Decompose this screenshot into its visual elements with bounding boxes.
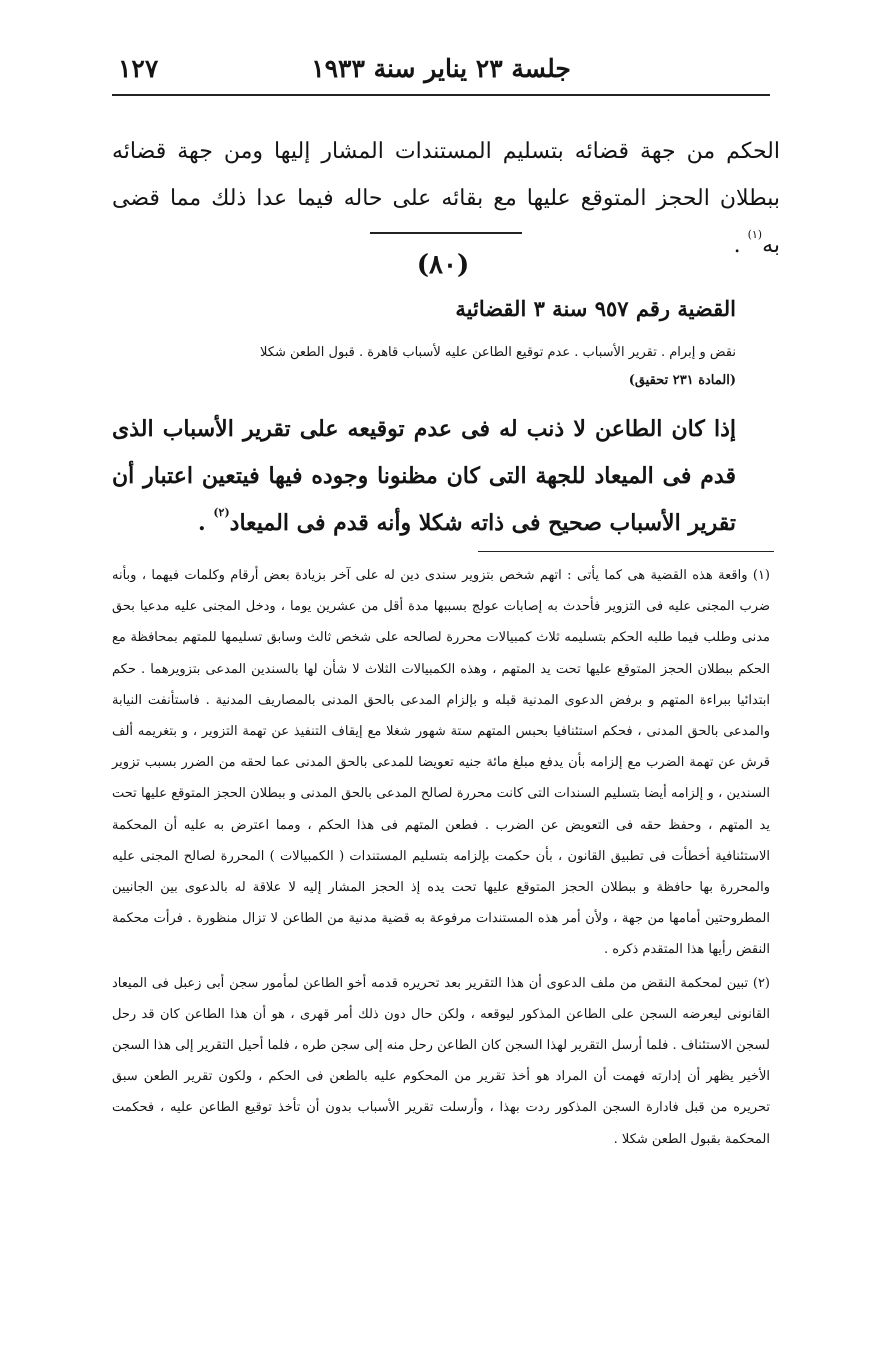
section-divider — [370, 232, 522, 234]
verdict-text: إذا كان الطاعن لا ذنب له فى عدم توقيعه على تقرير الأسباب الذى قدم فى الميعاد للجهة التى كان مظنونا وجوده فيها فيتعين اعتبار أن تقرير الأسباب صحيح فى ذاته شكلا وأنه قدم فى الميعاد — [112, 416, 736, 536]
page-header — [112, 50, 770, 96]
running-header-title: جلسة ٢٣ يناير سنة ١٩٣٣ — [311, 54, 571, 83]
case-keywords: نقض و إبرام . تقرير الأسباب . عدم توقيع الطاعن عليه لأسباب قاهرة . قبول الطعن شكلا — [260, 345, 736, 360]
intro-end: . — [733, 233, 748, 258]
verdict-end: . — [197, 510, 214, 536]
footnotes — [112, 560, 770, 1155]
intro-paragraph — [112, 128, 780, 269]
footnote-divider — [478, 551, 774, 552]
verdict-paragraph — [112, 406, 736, 547]
footnote-1: (١) واقعة هذه القضية هى كما يأتى : اتهم شخص بتزوير سندى دين له على آخر بزيادة بعض أرقام وكلمات فيهما ، وبأنه ضرب المجنى عليه فى التزوير فأحدث به إصابات عولج بسببها مدة أقل من عشرين يوما ، ودخل المجنى عليه مدعيا بحق مدنى وطلب فيما طلبه الحكم بتسليمه ثلاث كمبيالات محررة لصالحه على شخص ثالث وسابق تسليمها للمتهم بمحافظة مع الحكم ببطلان الحجز المتوقع عليها تحت يد المتهم ، وهذه الكمبيالات الثلاث لا شأن لها بالسندين المدعى بتزويرهما . حكم ابتدائيا ببراءة المتهم و برفض الدعوى المدنية قبله و بإلزام المدعى بالحق المدنى بالمصاريف المدنية . فاستأنفت النيابة والمدعى بالحق المدنى ، فحكم استئنافيا بحبس المتهم ستة شهور شغلا مع إيقاف التنفيذ عن تهمة التزوير ، و بتغريمه ألف قرش عن تهمة الضرب مع إلزامه بأن يدفع مبلغ مائة جنيه تعويضا للمدعى بالحق المدنى عما لحقه من الضرر بسبب تزوير السندين ، و إلزامه أيضا بتسليم السندات التى كانت محررة لصالح المدعى بالحق المدنى و ببطلان الحجز المتوقع عليها تحت يد المتهم ، وحفظ حقه فى التعويض عن الضرب . فطعن المتهم فى هذا الحكم ، ومما اعترض به عليه أن المحكمة الاستئنافية أخطأت فى تطبيق القانون ، بأن حكمت بإلزامه بتسليم المستندات ( الكمبيالات ) المحررة لصالح المجنى عليه والمحررة بها حافظة و ببطلان الحجز المتوقع عليها تحت يده إذ الحجز المشار إليه لا علاقة له بالدعوى بين الجانيين المطروحتين أمامها من جهة ، ولأن أمر هذه المستندات مرفوعة به قضية مدنية من الطاعن لا تزال منظورة . فرأت محكمة النقض رأيها هذا المتقدم ذكره . — [112, 568, 770, 958]
footnote-2: (٢) تبين لمحكمة النقض من ملف الدعوى أن هذا التقرير بعد تحريره قدمه أخو الطاعن لمأمور سجن أبى زعبل فى الميعاد القانونى ليعرضه السجن على الطاعن المذكور ليوقعه ، ولكن حال دون ذلك أمر قهرى ، هو أن هذا الطاعن كان قد رحل لسجن الاستئناف . فلما أرسل التقرير لهذا السجن كان الطاعن رحل منه إلى سجن طره ، فلما أحيل التقرير إلى هذا السجن الأخير يظهر أن إدارته فهمت أن المراد هو أخذ تقرير من المحكوم عليه بالطعن فى الحكم ، ولكون تقرير الطعن سبق تحريره من قبل فادارة السجن المذكور ردت بهذا ، وأرسلت تقرير الأسباب بدون أن تأخذ توقيع الطاعن عليه ، فحكمت المحكمة بقبول الطعن شكلا . — [112, 975, 770, 1147]
case-number: (٨٠) — [416, 250, 470, 280]
footnote-ref-1: (١) — [747, 228, 763, 241]
article-reference: (المادة ٢٣١ تحقيق) — [628, 373, 736, 388]
intro-text: الحكم من جهة قضائه بتسليم المستندات المشار إليها ومن جهة قضائه ببطلان الحجز المتوقع عليها مع بقائه على حاله فيما عدا ذلك مما قضى به — [112, 139, 780, 258]
case-title: القضية رقم ٩٥٧ سنة ٣ القضائية — [455, 296, 736, 321]
footnote-ref-2: (٢) — [213, 506, 230, 519]
page-number: ١٢٧ — [118, 54, 159, 83]
